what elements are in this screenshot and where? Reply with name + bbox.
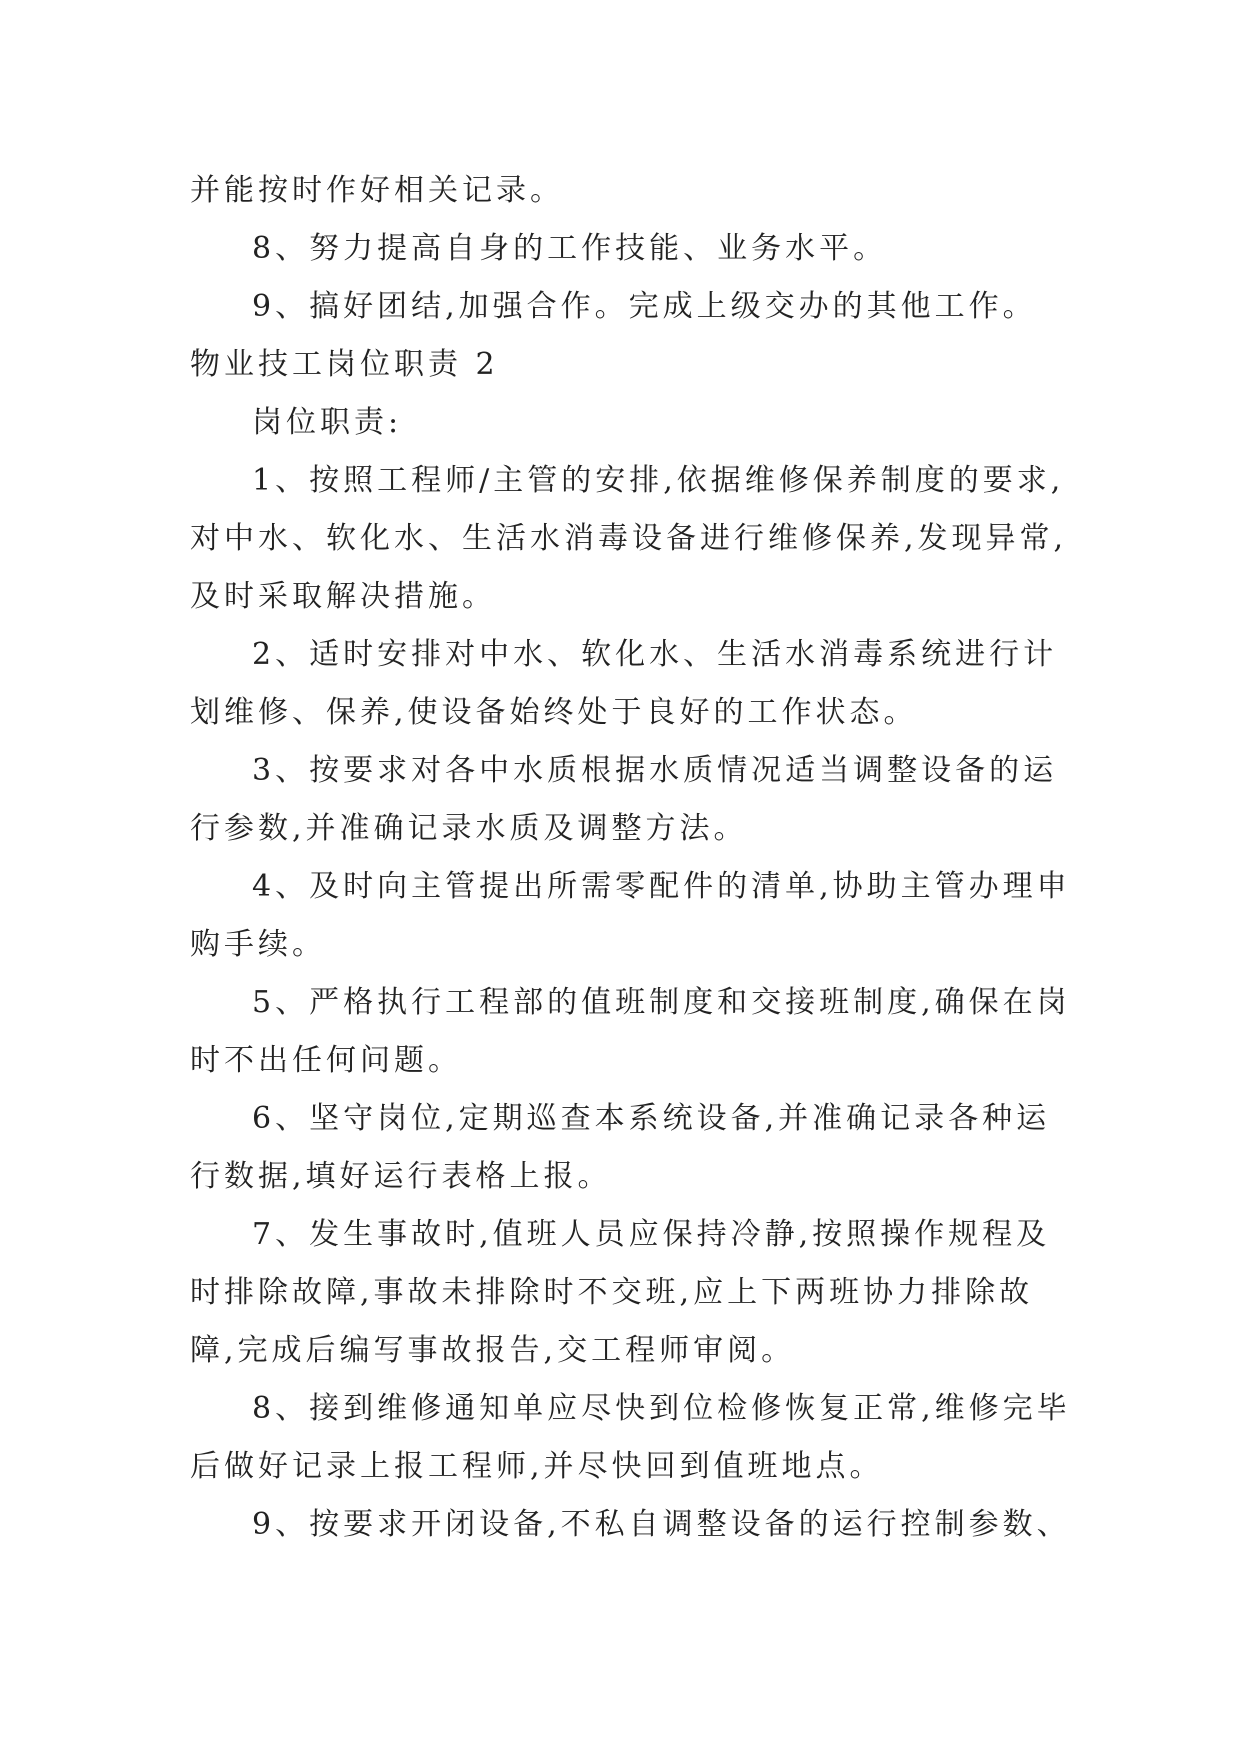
text-line: 9、按要求开闭设备,不私自调整设备的运行控制参数、 <box>252 1507 1071 1542</box>
text-line: 划维修、保养,使设备始终处于良好的工作状态。 <box>190 695 918 730</box>
text-line: 时排除故障,事故未排除时不交班,应上下两班协力排除故 <box>190 1275 1034 1310</box>
text-line: 购手续。 <box>190 927 326 962</box>
text-line: 8、接到维修通知单应尽快到位检修恢复正常,维修完毕 <box>252 1391 1071 1426</box>
text-line: 4、及时向主管提出所需零配件的清单,协助主管办理申 <box>252 869 1071 904</box>
text-line: 5、严格执行工程部的值班制度和交接班制度,确保在岗 <box>252 985 1071 1020</box>
text-line: 障,完成后编写事故报告,交工程师审阅。 <box>190 1333 796 1368</box>
document-body <box>190 162 1071 1554</box>
text-line: 时不出任何问题。 <box>190 1043 462 1078</box>
text-line: 对中水、软化水、生活水消毒设备进行维修保养,发现异常, <box>190 521 1068 556</box>
text-line: 3、按要求对各中水质根据水质情况适当调整设备的运 <box>252 753 1058 788</box>
text-line: 及时采取解决措施。 <box>190 579 496 614</box>
text-line: 7、发生事故时,值班人员应保持冷静,按照操作规程及 <box>252 1217 1051 1252</box>
text-line: 1、按照工程师/主管的安排,依据维修保养制度的要求, <box>252 463 1065 498</box>
text-line: 岗位职责: <box>252 405 403 440</box>
text-line: 行数据,填好运行表格上报。 <box>190 1159 612 1194</box>
text-line: 8、努力提高自身的工作技能、业务水平。 <box>252 231 888 266</box>
text-line: 9、搞好团结,加强合作。完成上级交办的其他工作。 <box>252 289 1037 324</box>
text-line: 2、适时安排对中水、软化水、生活水消毒系统进行计 <box>252 637 1058 672</box>
text-line: 并能按时作好相关记录。 <box>190 173 564 208</box>
text-line: 行参数,并准确记录水质及调整方法。 <box>190 811 748 846</box>
text-line: 6、坚守岗位,定期巡查本系统设备,并准确记录各种运 <box>252 1101 1051 1136</box>
text-line: 物业技工岗位职责 2 <box>190 347 499 382</box>
text-line: 后做好记录上报工程师,并尽快回到值班地点。 <box>190 1449 884 1484</box>
